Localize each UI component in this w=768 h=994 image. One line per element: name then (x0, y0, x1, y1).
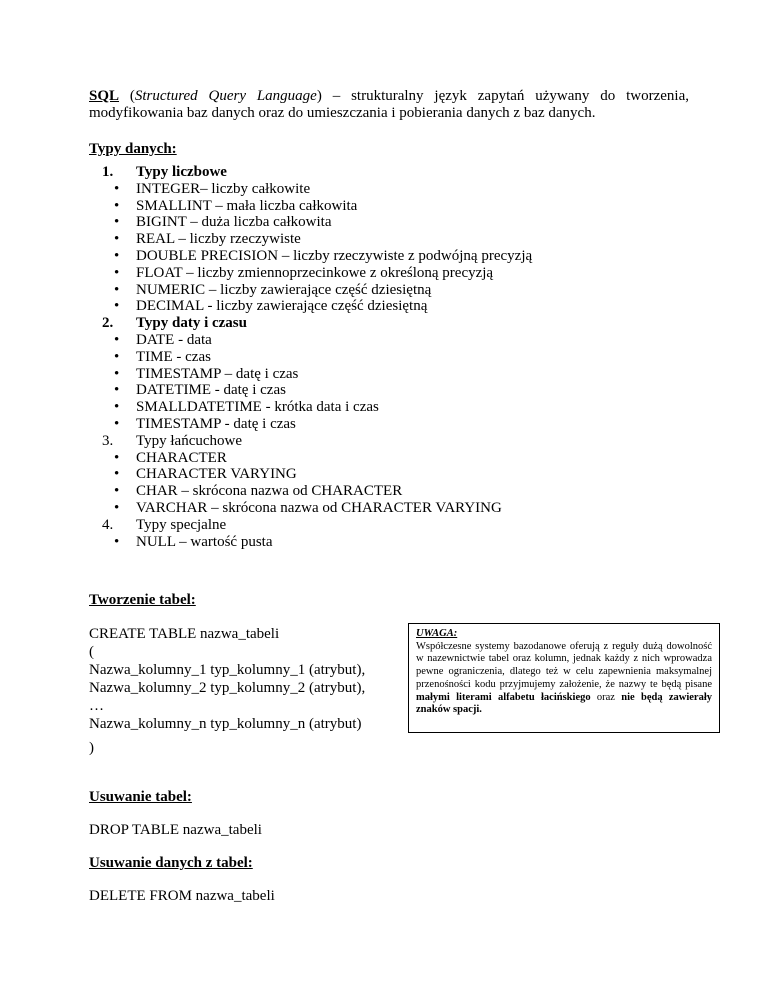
drop-code: DROP TABLE nazwa_tabeli (89, 822, 262, 838)
create-code-line: ( (89, 644, 94, 660)
bullet-icon: • (114, 332, 120, 348)
note-text: Współczesne systemy bazodanowe oferują z reguły dużą dowolność w nazewnictwie tabel oraz kolumn, jednak każdy z nich wprowadza pewne ograniczenia, dlatego też w celu zapewnienia maksymalnej przenośności kodu przyjmujemy założenie, że nazwy te będą pisane (416, 640, 712, 690)
bullet-icon: • (114, 365, 120, 382)
list-item-text: SMALLINT – mała liczba całkowita (136, 197, 358, 214)
bullet-icon: • (114, 466, 120, 483)
delete-heading: Usuwanie danych z tabel: (89, 855, 253, 871)
bullet-icon: • (114, 533, 120, 550)
bullet-icon: • (114, 500, 120, 516)
list-item (114, 382, 286, 399)
list-item-text: NULL – wartość pusta (136, 533, 273, 550)
create-code-line: Nazwa_kolumny_1 typ_kolumny_1 (atrybut), (89, 662, 366, 678)
bullet-icon: • (114, 348, 120, 365)
list-item (114, 534, 273, 551)
delete-code: DELETE FROM nazwa_tabeli (89, 888, 275, 904)
section-number: 3. (102, 432, 114, 449)
list-item-text: TIME - czas (136, 348, 211, 365)
bullet-icon: • (114, 416, 120, 432)
bullet-icon: • (114, 180, 120, 197)
note-bold-latin: małymi literami alfabetu łacińskiego (416, 691, 591, 703)
list-item (114, 248, 532, 265)
section-title: Typy łańcuchowe (136, 432, 242, 449)
intro-paragraph (89, 88, 689, 122)
list-item (114, 231, 301, 248)
create-code-close: ) (89, 740, 94, 756)
note-title: UWAGA: (416, 628, 458, 639)
list-item-text: VARCHAR – skrócona nazwa od CHARACTER VARYING (136, 500, 502, 516)
note-bold-no-spaces: nie będą zawierały znaków spacji. (416, 691, 713, 716)
bullet-icon: • (114, 449, 120, 466)
note-box (408, 623, 720, 733)
create-heading: Tworzenie tabel: (89, 592, 196, 608)
bullet-icon: • (114, 483, 120, 500)
section-number: 2. (102, 315, 114, 332)
bullet-icon: • (114, 214, 120, 231)
list-item-text: TIMESTAMP - datę i czas (136, 416, 296, 432)
list-item (114, 366, 298, 383)
section-title-row (102, 315, 247, 332)
bullet-icon: • (114, 399, 120, 416)
list-item (114, 500, 502, 517)
section-number: 4. (102, 516, 114, 533)
drop-heading: Usuwanie tabel: (89, 789, 192, 805)
create-code-line: CREATE TABLE nazwa_tabeli (89, 626, 280, 642)
list-item-text: BIGINT – duża liczba całkowita (136, 214, 332, 231)
bullet-icon: • (114, 231, 120, 248)
list-item-text: TIMESTAMP – datę i czas (136, 365, 299, 382)
list-item (114, 349, 211, 366)
list-item (114, 483, 402, 500)
sql-abbr: SQL (89, 88, 120, 104)
list-item (114, 466, 297, 483)
list-item-text: FLOAT – liczby zmiennoprzecinkowe z określoną precyzją (136, 264, 494, 281)
types-heading: Typy danych: (89, 141, 177, 157)
list-item-text: REAL – liczby rzeczywiste (136, 231, 301, 248)
create-code-line: Nazwa_kolumny_2 typ_kolumny_2 (atrybut), (89, 680, 366, 696)
create-code-block (89, 626, 365, 734)
list-item-text: DATE - data (136, 332, 212, 348)
create-code-line: … (89, 698, 104, 714)
list-item (114, 399, 379, 416)
section-title-row (102, 433, 242, 450)
list-item (114, 298, 427, 315)
section-title: Typy specjalne (136, 516, 227, 533)
list-item-text: CHAR – skrócona nazwa od CHARACTER (136, 483, 403, 500)
bullet-icon: • (114, 382, 120, 399)
bullet-icon: • (114, 248, 120, 264)
list-item (114, 181, 310, 198)
list-item-text: CHARACTER (136, 449, 227, 466)
list-item (114, 332, 212, 349)
list-item-text: DATETIME - datę i czas (136, 382, 286, 399)
list-item-text: DOUBLE PRECISION – liczby rzeczywiste z podwójną precyzją (136, 248, 533, 264)
list-item-text: CHARACTER VARYING (136, 466, 297, 483)
intro-open-paren: ( (119, 88, 135, 104)
list-item (114, 198, 357, 215)
list-item-text: INTEGER– liczby całkowite (136, 180, 311, 197)
list-item (114, 214, 331, 231)
list-item (114, 282, 431, 299)
list-item-text: NUMERIC – liczby zawierające część dziesiętną (136, 281, 432, 298)
bullet-icon: • (114, 298, 120, 315)
list-item-text: DECIMAL - liczby zawierające część dziesiętną (136, 298, 428, 315)
section-title-row (102, 164, 227, 181)
bullet-icon: • (114, 281, 120, 298)
intro-rest: ) – strukturalny język zapytań używany do tworzenia, modyfikowania baz danych oraz do umieszczania i pobierania danych z baz danych. (89, 88, 690, 121)
list-item-text: SMALLDATETIME - krótka data i czas (136, 399, 379, 416)
section-title: Typy daty i czasu (136, 315, 247, 332)
sql-expansion: Structured Query Language (134, 88, 317, 104)
list-item (114, 450, 227, 467)
list-item (114, 416, 296, 433)
section-title-row (102, 517, 226, 534)
list-item (114, 265, 493, 282)
bullet-icon: • (114, 264, 120, 281)
bullet-icon: • (114, 197, 120, 214)
section-title: Typy liczbowe (136, 164, 227, 180)
section-number: 1. (102, 164, 114, 180)
create-code-line: Nazwa_kolumny_n typ_kolumny_n (atrybut) (89, 716, 362, 732)
note-text-and: oraz (590, 691, 622, 703)
